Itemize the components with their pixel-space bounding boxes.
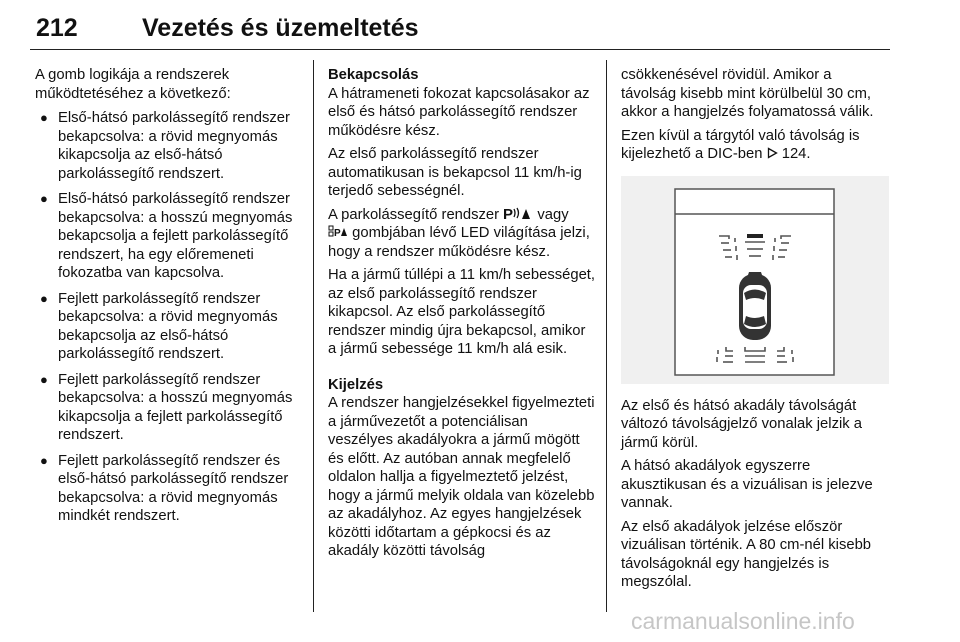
parking-distance-display-figure [621,176,889,384]
dic-paragraph: Ezen kívül a tárgytól való távolság is kijelezhető a DIC-ben 124. [621,127,860,162]
list-item-text: Fejlett parkolássegítő rendszer bekapcsolva: a rövid megnyomás bekapcsolja az első-hátsó parkolássegítő rendszert. [58,290,278,362]
section-heading-activation: Bekapcsolás [328,67,419,83]
list-item [35,290,300,364]
watermark: carmanualsonline.info [631,608,855,634]
advanced-parking-assist-icon [328,225,348,238]
list-item-text: Első-hátsó parkolássegítő rendszer bekapcsolva: a rövid megnyomás kikapcsolja az első-hátsó parkolássegítő rendszert. [58,110,290,182]
front-obstacles-paragraph: Az első akadályok jelzése először vizuálisan történik. A 80 cm-nél kisebb távolságoknál egy hangjelzés is megszólal. [621,518,872,590]
chapter-title: Vezetés és üzemeltetés [142,14,419,42]
text-fragment: gombjában lévő LED világítása jelzi, hogy a rendszer működésre kész. [328,225,590,260]
text-fragment: Ezen kívül a tárgytól való távolság is kijelezhető a DIC-ben [621,127,860,162]
page-header [30,10,890,52]
header-rule [30,49,890,50]
column-divider-2 [606,60,607,612]
display-lines-paragraph: Az első és hátsó akadály távolságát változó távolságjelző vonalak jelzik a jármű körül. [621,397,862,451]
list-item-text: Első-hátsó parkolássegítő rendszer bekapcsolva: a hosszú megnyomás bekapcsolja a fejlett parkolássegítő rendszert, ha egy előremeneti fokozatba van kapcsolva. [58,191,293,281]
continued-paragraph: csökkenésével rövidül. Amikor a távolság kisebb mint körülbelül 30 cm, akkor a hangjelzés folyamatossá válik. [621,67,874,120]
page-number: 212 [36,14,78,42]
page-reference-link[interactable]: 124 [781,146,807,162]
list-item-text: Fejlett parkolássegítő rendszer bekapcsolva: a hosszú megnyomás kikapcsolja a fejlett parkolássegítő rendszert. [58,371,293,443]
activation-paragraph-3 [328,206,596,262]
activation-paragraph-2: Az első parkolássegítő rendszer automatikusan is bekapcsol 11 km/h-ig terjedő sebességnél. [328,146,582,199]
bullet-icon: ● [40,371,48,387]
parking-assist-icon [503,206,533,221]
column-divider-1 [313,60,314,612]
column-1 [35,66,300,533]
bullet-icon: ● [40,191,48,206]
column-2 [328,66,596,566]
bullet-icon: ● [40,290,48,306]
parking-distance-display-illustration [621,176,889,384]
page-reference-arrow-icon [767,146,782,162]
text-fragment: vagy [537,206,569,223]
intro-paragraph: A gomb logikája a rendszerek működtetéséhez a következő: [35,67,231,102]
svg-text:P: P [503,205,514,221]
rear-obstacles-paragraph: A hátsó akadályok egyszerre akusztikusan és a vizuálisan is jelezve vannak. [621,458,873,511]
list-item-text: Fejlett parkolássegítő rendszer és első-hátsó parkolássegítő rendszer bekapcsolva: a rövid megnyomás mindkét rendszert. [58,452,289,524]
bullet-icon: ● [40,110,48,125]
activation-paragraph-1: A hátrameneti fokozat kapcsolásakor az első és hátsó parkolássegítő rendszer működésre kész. [328,85,590,139]
list-item [35,109,300,183]
display-paragraph: A rendszer hangjelzésekkel figyelmezteti a járművezetőt a potenciálisan veszélyes akadályokra a jármű mögött és előtt. Az autóban annak megfelelő oldalon hallja a figyelmeztető jelzést, hogy a jármű melyik oldala van közelebb az akadályhoz. Az egyes hangjelzések közötti időtartam a gépkocsi és az akadály közötti távolság [328,395,595,559]
svg-text:P: P [334,228,341,238]
bullet-icon: ● [40,452,48,468]
list-item [35,452,300,526]
text-fragment: A parkolássegítő rendszer [328,206,500,223]
column-3 [621,66,889,597]
activation-paragraph-4: Ha a jármű túllépi a 11 km/h sebességet, az első parkolássegítő rendszer kikapcsol. Az első parkolássegítő rendszer mindig újra bekapcsol, amikor a jármű sebessége 11 km/h alá esik. [328,267,596,357]
section-heading-display: Kijelzés [328,376,384,393]
button-logic-list [35,109,300,526]
list-item [35,371,300,445]
list-item [35,190,300,283]
car-top-view-icon [739,272,771,340]
